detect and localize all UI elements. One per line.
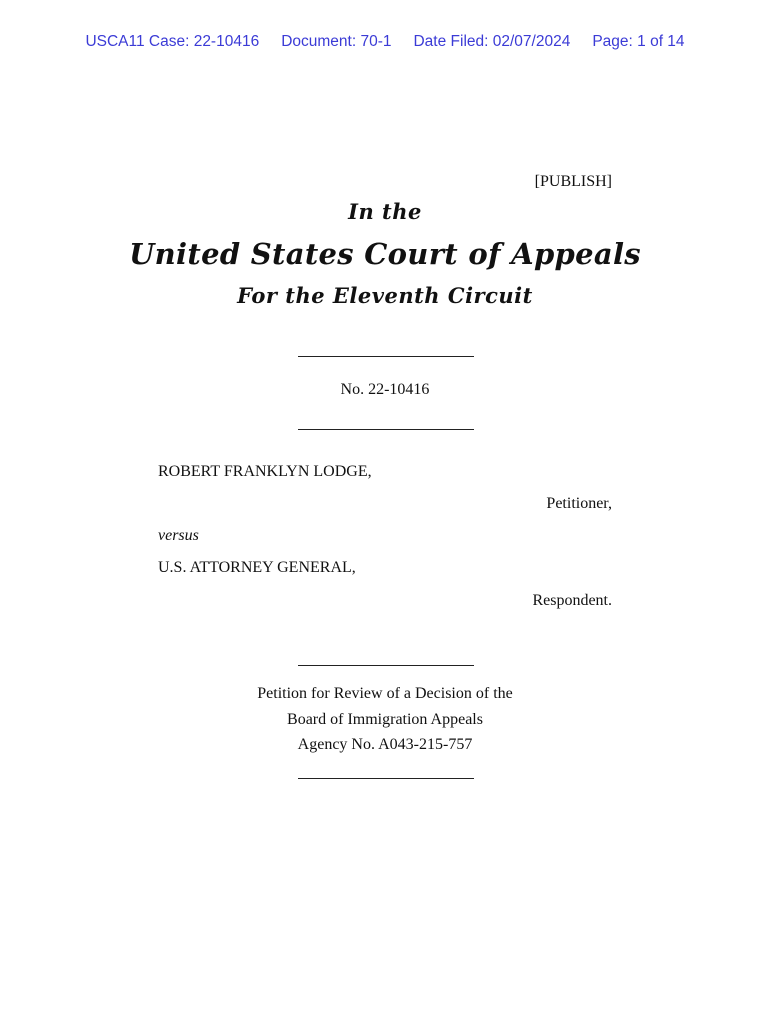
divider-rule bbox=[298, 356, 474, 357]
court-in-the: In the bbox=[348, 199, 422, 224]
versus-label: versus bbox=[158, 527, 199, 544]
case-number: No. 22-10416 bbox=[340, 381, 430, 398]
divider-rule bbox=[298, 778, 474, 779]
petitioner-name: ROBERT FRANKLYN LODGE, bbox=[158, 463, 372, 480]
divider-rule bbox=[298, 665, 474, 666]
document-header bbox=[0, 33, 770, 51]
court-name: United States Court of Appeals bbox=[129, 237, 641, 271]
petitioner-role: Petitioner, bbox=[546, 495, 612, 512]
petition-line-2: Board of Immigration Appeals bbox=[287, 711, 483, 728]
document-number-header: Document: 70-1 bbox=[281, 33, 392, 50]
page-number-header: Page: 1 of 14 bbox=[592, 33, 685, 50]
divider-rule bbox=[298, 429, 474, 430]
date-filed-header: Date Filed: 02/07/2024 bbox=[413, 33, 571, 50]
petition-line-3: Agency No. A043-215-757 bbox=[297, 736, 473, 753]
respondent-name: U.S. ATTORNEY GENERAL, bbox=[158, 559, 356, 576]
respondent-role: Respondent. bbox=[532, 592, 612, 609]
petition-line-1: Petition for Review of a Decision of the bbox=[257, 685, 513, 702]
case-number-header: USCA11 Case: 22-10416 bbox=[85, 33, 260, 50]
publish-tag: [PUBLISH] bbox=[534, 173, 612, 190]
court-circuit: For the Eleventh Circuit bbox=[237, 283, 533, 308]
